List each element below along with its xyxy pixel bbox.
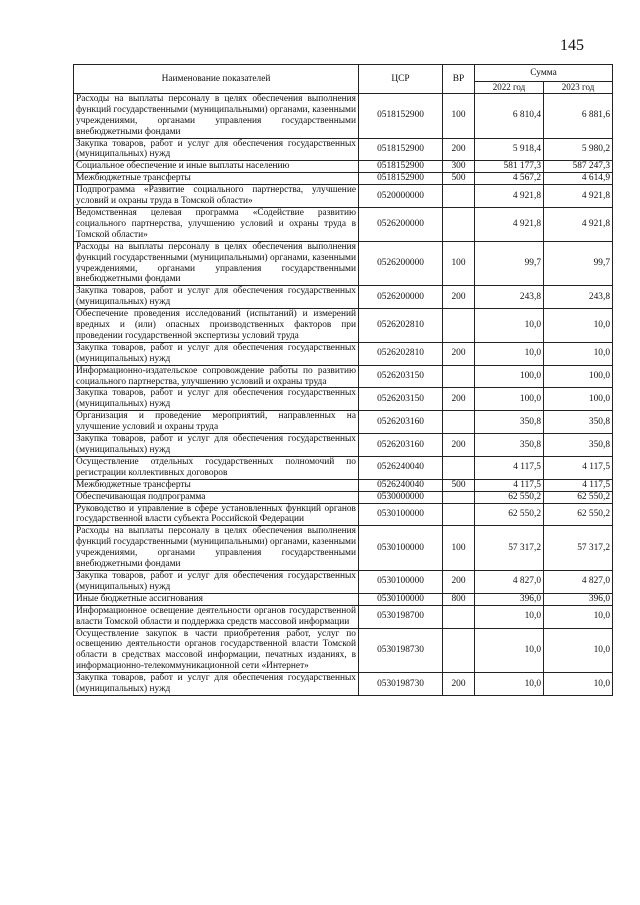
cell-vr: 200	[443, 434, 475, 457]
cell-csr: 0520000000	[359, 185, 443, 208]
cell-2022: 57 317,2	[475, 526, 544, 571]
cell-csr: 0530100000	[359, 503, 443, 526]
cell-vr	[443, 411, 475, 434]
cell-name: Закупка товаров, работ и услуг для обеспечения государственных (муниципальных) нужд	[74, 570, 359, 593]
cell-name: Информационно-издательское сопровождение работы по развитию социального партнерства, улучшению условий и охраны труда	[74, 365, 359, 388]
cell-name: Осуществление закупок в части приобретения работ, услуг по освещению деятельности органов государственной власти Томской области в средствах массовой информации, печатных изданиях, в информационно-телекоммуникационной сети «Интернет»	[74, 628, 359, 673]
cell-vr	[443, 309, 475, 343]
table-body	[74, 93, 613, 695]
header-vr: ВР	[443, 65, 475, 94]
cell-vr: 300	[443, 161, 475, 173]
cell-2023: 10,0	[544, 673, 613, 696]
cell-2022: 6 810,4	[475, 93, 544, 138]
cell-vr: 100	[443, 526, 475, 571]
cell-2022: 243,8	[475, 286, 544, 309]
cell-name: Обеспечение проведения исследований (испытаний) и измерений вредных и (или) опасных производственных факторов при проведении государственной экспертизы условий труда	[74, 309, 359, 343]
cell-2022: 10,0	[475, 628, 544, 673]
table-row	[74, 593, 613, 605]
cell-2022: 10,0	[475, 342, 544, 365]
cell-vr	[443, 628, 475, 673]
cell-csr: 0526203150	[359, 388, 443, 411]
table-row	[74, 605, 613, 628]
cell-2023: 4 827,0	[544, 570, 613, 593]
header-row	[74, 65, 613, 82]
cell-vr: 100	[443, 93, 475, 138]
cell-2023: 10,0	[544, 342, 613, 365]
table-row	[74, 434, 613, 457]
cell-name: Межбюджетные трансферты	[74, 479, 359, 491]
cell-2023: 62 550,2	[544, 491, 613, 503]
cell-name: Расходы на выплаты персоналу в целях обеспечения выполнения функций государственными (муниципальными) органами, казенными учреждениями, органами управления государственными внебюджетными фондами	[74, 93, 359, 138]
cell-csr: 0518152900	[359, 161, 443, 173]
cell-2022: 4 117,5	[475, 479, 544, 491]
cell-2022: 99,7	[475, 241, 544, 286]
table-row	[74, 526, 613, 571]
cell-name: Подпрограмма «Развитие социального партнерства, улучшение условий и охраны труда в Томской области»	[74, 185, 359, 208]
table-row	[74, 93, 613, 138]
cell-vr: 500	[443, 479, 475, 491]
cell-name: Межбюджетные трансферты	[74, 173, 359, 185]
cell-name: Иные бюджетные ассигнования	[74, 593, 359, 605]
table-row	[74, 388, 613, 411]
cell-csr: 0530100000	[359, 570, 443, 593]
table-row	[74, 673, 613, 696]
cell-csr: 0518152900	[359, 93, 443, 138]
cell-csr: 0526240040	[359, 479, 443, 491]
cell-name: Социальное обеспечение и иные выплаты населению	[74, 161, 359, 173]
cell-vr	[443, 185, 475, 208]
table-row	[74, 173, 613, 185]
cell-csr: 0526202810	[359, 309, 443, 343]
cell-name: Организация и проведение мероприятий, направленных на улучшение условий и охраны труда	[74, 411, 359, 434]
cell-2023: 587 247,3	[544, 161, 613, 173]
cell-vr: 500	[443, 173, 475, 185]
cell-csr: 0530100000	[359, 526, 443, 571]
cell-name: Осуществление отдельных государственных полномочий по регистрации коллективных договоров	[74, 456, 359, 479]
cell-2022: 62 550,2	[475, 503, 544, 526]
cell-vr	[443, 605, 475, 628]
header-year-2023: 2023 год	[544, 82, 613, 94]
cell-2023: 4 614,9	[544, 173, 613, 185]
cell-vr: 200	[443, 388, 475, 411]
table-row	[74, 365, 613, 388]
cell-vr	[443, 491, 475, 503]
cell-vr: 200	[443, 673, 475, 696]
cell-csr: 0526240040	[359, 456, 443, 479]
budget-table	[73, 64, 613, 696]
cell-2022: 62 550,2	[475, 491, 544, 503]
cell-vr	[443, 456, 475, 479]
cell-2023: 99,7	[544, 241, 613, 286]
cell-2022: 100,0	[475, 365, 544, 388]
cell-2023: 5 980,2	[544, 138, 613, 161]
cell-2022: 581 177,3	[475, 161, 544, 173]
table-row	[74, 342, 613, 365]
table-row	[74, 479, 613, 491]
table-row	[74, 241, 613, 286]
cell-csr: 0530198730	[359, 628, 443, 673]
cell-vr	[443, 365, 475, 388]
table-row	[74, 207, 613, 241]
table-row	[74, 161, 613, 173]
header-year-2022: 2022 год	[475, 82, 544, 94]
cell-csr: 0518152900	[359, 173, 443, 185]
cell-name: Закупка товаров, работ и услуг для обеспечения государственных (муниципальных) нужд	[74, 673, 359, 696]
cell-csr: 0526200000	[359, 241, 443, 286]
cell-2023: 62 550,2	[544, 503, 613, 526]
cell-vr: 200	[443, 138, 475, 161]
cell-2023: 350,8	[544, 411, 613, 434]
cell-vr: 200	[443, 342, 475, 365]
cell-2023: 4 117,5	[544, 479, 613, 491]
cell-name: Ведомственная целевая программа «Содействие развитию социального партнерства, улучшению условий и охраны труда в Томской области»	[74, 207, 359, 241]
cell-2023: 6 881,6	[544, 93, 613, 138]
cell-2022: 100,0	[475, 388, 544, 411]
cell-2022: 4 921,8	[475, 185, 544, 208]
cell-2023: 4 117,5	[544, 456, 613, 479]
cell-name: Руководство и управление в сфере установленных функций органов государственной власти субъекта Российской Федерации	[74, 503, 359, 526]
header-name: Наименование показателей	[74, 65, 359, 94]
cell-name: Расходы на выплаты персоналу в целях обеспечения выполнения функций государственными (муниципальными) органами, казенными учреждениями, органами управления государственными внебюджетными фондами	[74, 526, 359, 571]
cell-2023: 4 921,8	[544, 207, 613, 241]
cell-csr: 0530100000	[359, 593, 443, 605]
table-row	[74, 570, 613, 593]
cell-2022: 4 117,5	[475, 456, 544, 479]
cell-vr: 100	[443, 241, 475, 286]
cell-name: Закупка товаров, работ и услуг для обеспечения государственных (муниципальных) нужд	[74, 342, 359, 365]
cell-csr: 0526202810	[359, 342, 443, 365]
cell-vr	[443, 503, 475, 526]
table-row	[74, 138, 613, 161]
header-csr: ЦСР	[359, 65, 443, 94]
cell-csr: 0526200000	[359, 286, 443, 309]
table-row	[74, 286, 613, 309]
cell-2022: 5 918,4	[475, 138, 544, 161]
cell-2022: 4 827,0	[475, 570, 544, 593]
cell-2022: 350,8	[475, 434, 544, 457]
table-row	[74, 411, 613, 434]
cell-2023: 57 317,2	[544, 526, 613, 571]
cell-vr	[443, 207, 475, 241]
table-row	[74, 503, 613, 526]
cell-vr: 800	[443, 593, 475, 605]
cell-2023: 350,8	[544, 434, 613, 457]
cell-2023: 100,0	[544, 365, 613, 388]
cell-2023: 10,0	[544, 309, 613, 343]
cell-2023: 10,0	[544, 628, 613, 673]
cell-2022: 4 567,2	[475, 173, 544, 185]
header-sum: Сумма	[475, 65, 613, 82]
cell-name: Расходы на выплаты персоналу в целях обеспечения выполнения функций государственными (муниципальными) органами, казенными учреждениями, органами управления государственными внебюджетными фондами	[74, 241, 359, 286]
cell-csr: 0530000000	[359, 491, 443, 503]
page-number: 145	[560, 37, 584, 54]
cell-name: Закупка товаров, работ и услуг для обеспечения государственных (муниципальных) нужд	[74, 434, 359, 457]
cell-csr: 0526203150	[359, 365, 443, 388]
cell-2023: 396,0	[544, 593, 613, 605]
cell-2023: 243,8	[544, 286, 613, 309]
cell-name: Информационное освещение деятельности органов государственной власти Томской области и поддержка средств массовой информации	[74, 605, 359, 628]
cell-2023: 100,0	[544, 388, 613, 411]
cell-name: Обеспечивающая подпрограмма	[74, 491, 359, 503]
cell-vr: 200	[443, 570, 475, 593]
cell-name: Закупка товаров, работ и услуг для обеспечения государственных (муниципальных) нужд	[74, 138, 359, 161]
table-row	[74, 491, 613, 503]
table-row	[74, 456, 613, 479]
cell-2022: 350,8	[475, 411, 544, 434]
cell-csr: 0530198730	[359, 673, 443, 696]
cell-2022: 4 921,8	[475, 207, 544, 241]
cell-csr: 0526200000	[359, 207, 443, 241]
table-row	[74, 185, 613, 208]
table-row	[74, 628, 613, 673]
cell-csr: 0530198700	[359, 605, 443, 628]
cell-2023: 4 921,8	[544, 185, 613, 208]
cell-2022: 10,0	[475, 309, 544, 343]
cell-2022: 10,0	[475, 605, 544, 628]
cell-vr: 200	[443, 286, 475, 309]
cell-csr: 0526203160	[359, 411, 443, 434]
cell-csr: 0526203160	[359, 434, 443, 457]
cell-name: Закупка товаров, работ и услуг для обеспечения государственных (муниципальных) нужд	[74, 286, 359, 309]
cell-2023: 10,0	[544, 605, 613, 628]
cell-2022: 396,0	[475, 593, 544, 605]
cell-csr: 0518152900	[359, 138, 443, 161]
table-row	[74, 309, 613, 343]
cell-2022: 10,0	[475, 673, 544, 696]
cell-name: Закупка товаров, работ и услуг для обеспечения государственных (муниципальных) нужд	[74, 388, 359, 411]
